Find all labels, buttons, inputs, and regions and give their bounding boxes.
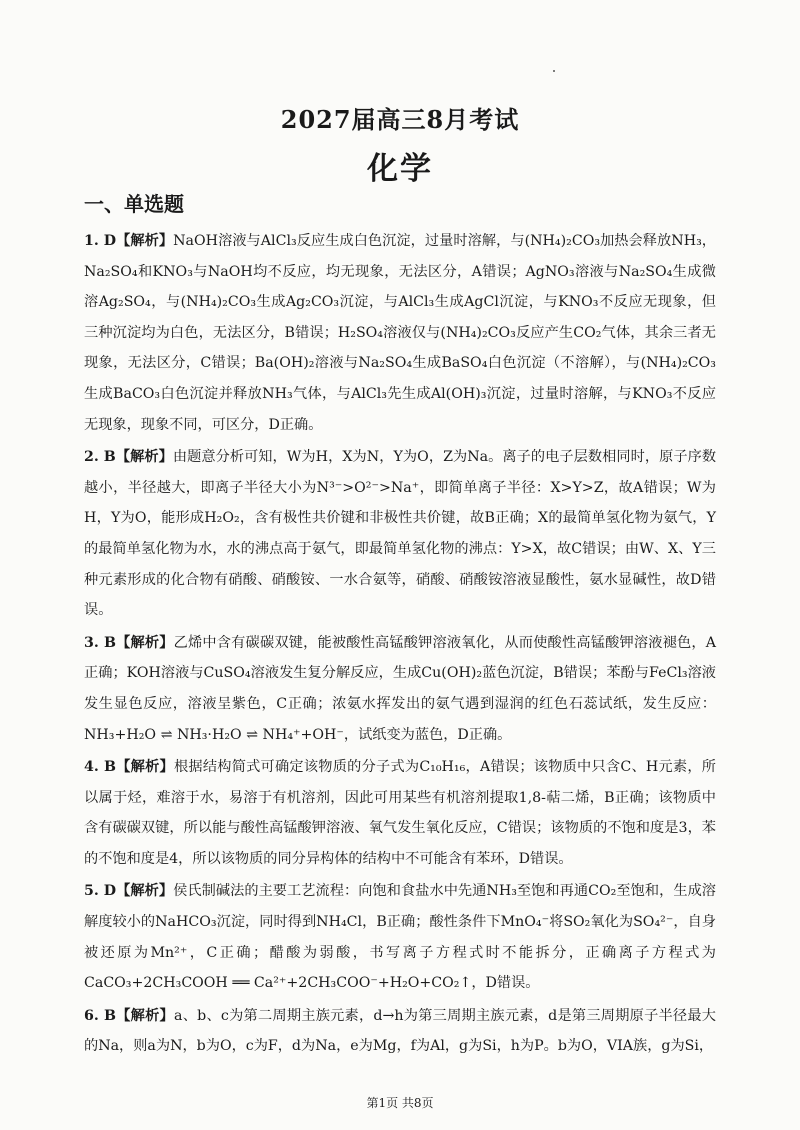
subject-title: 化学 — [367, 151, 433, 187]
scan-speck — [553, 70, 555, 72]
answer-text: 由题意分析可知，W为H，X为N，Y为O，Z为Na。离子的电子层数相同时，原子序数越小，半径越大，即离子半径大小为N³⁻>O²⁻>Na⁺，即简单离子半径：X>Y>Z，故A错误；W为H，Y为O，能形成H₂O₂，含有极性共价键和非极性共价键，故B正确；X的最简单氢化物为氨气，Y的最简单氢化物为水，水的沸点高于氨气，即最简单氢化物的沸点：Y>X，故C错误；由W、X、Y三种元素形成的化合物有硝酸、硝酸铵、一水合氨等，硝酸、硝酸铵溶液显酸性，氨水显碱性，故D错误。 — [84, 449, 717, 619]
answer-item-5 — [84, 876, 716, 998]
answer-text: a、b、c为第二周期主族元素，d→h为第三周期主族元素，d是第三周期原子半径最大的Na，则a为N，b为O，c为F，d为Na，e为Mg，f为Al，g为Si，h为P。b为O，VIA族，g为Si， — [84, 1007, 716, 1055]
answer-tag: 3. B【解析】 — [84, 634, 174, 651]
answer-list — [84, 226, 716, 1064]
answer-text: NaOH溶液与AlCl₃反应生成白色沉淀，过量时溶解，与(NH₄)₂CO₃加热会释放NH₃，Na₂SO₄和KNO₃与NaOH均不反应，均无现象，无法区分，A错误；AgNO₃溶液与Na₂SO₄生成微溶Ag₂SO₄，与(NH₄)₂CO₃生成Ag₂CO₃沉淀，与AlCl₃生成AgCl沉淀，与KNO₃不反应无现象，但三种沉淀均为白色，无法区分，B错误；H₂SO₄溶液仅与(NH₄)₂CO₃反应产生CO₂气体，其余三者无现象，无法区分，C错误；Ba(OH)₂溶液与Na₂SO₄生成BaSO₄白色沉淀（不溶解），与(NH₄)₂CO₃生成BaCO₃白色沉淀并释放NH₃气体，与AlCl₃先生成Al(OH)₃沉淀，过量时溶解，与KNO₃不反应无现象，现象不同，可区分，D正确。 — [84, 233, 716, 433]
section-heading: 一、单选题 — [84, 192, 184, 216]
page-footer: 第1页 共8页 — [366, 1096, 434, 1110]
answer-item-1 — [84, 226, 716, 440]
answer-item-6 — [84, 1001, 716, 1062]
exam-title: 2027届高三8月考试 — [280, 105, 520, 134]
answer-item-2 — [84, 442, 716, 626]
answer-item-3 — [84, 628, 716, 750]
answer-tag: 6. B【解析】 — [84, 1007, 174, 1024]
answer-tag: 2. B【解析】 — [84, 449, 173, 466]
answer-tag: 5. D【解析】 — [84, 883, 174, 900]
answer-text: 侯氏制碱法的主要工艺流程：向饱和食盐水中先通NH₃至饱和再通CO₂至饱和，生成溶解度较小的NaHCO₃沉淀，同时得到NH₄Cl，B正确；酸性条件下MnO₄⁻将SO₂氧化为SO₄²⁻，自身被还原为Mn²⁺，C正确；醋酸为弱酸，书写离子方程式时不能拆分，正确离子方程式为CaCO₃+2CH₃COOH ══ Ca²⁺+2CH₃COO⁻+H₂O+CO₂↑，D错误。 — [84, 883, 716, 992]
answer-text: 根据结构简式可确定该物质的分子式为C₁₀H₁₆，A错误；该物质中只含C、H元素，所以属于烃，难溶于水，易溶于有机溶剂，因此可用某些有机溶剂提取1,8-萜二烯，B正确；该物质中含有碳碳双键，所以能与酸性高锰酸钾溶液、氧气发生氧化反应，C错误；该物质的不饱和度是3，苯的不饱和度是4，所以该物质的同分异构体的结构中不可能含有苯环，D错误。 — [84, 759, 716, 867]
answer-item-4 — [84, 752, 716, 874]
answer-text: 乙烯中含有碳碳双键，能被酸性高锰酸钾溶液氧化，从而使酸性高锰酸钾溶液褪色，A正确；KOH溶液与CuSO₄溶液发生复分解反应，生成Cu(OH)₂蓝色沉淀，B错误；苯酚与FeCl₃溶液发生显色反应，溶液呈紫色，C正确；浓氨水挥发出的氨气遇到湿润的红色石蕊试纸，发生反应：NH₃+H₂O ⇌ NH₃·H₂O ⇌ NH₄⁺+OH⁻，试纸变为蓝色，D正确。 — [84, 634, 716, 743]
answer-tag: 4. B【解析】 — [84, 759, 174, 776]
answer-tag: 1. D【解析】 — [84, 233, 174, 249]
